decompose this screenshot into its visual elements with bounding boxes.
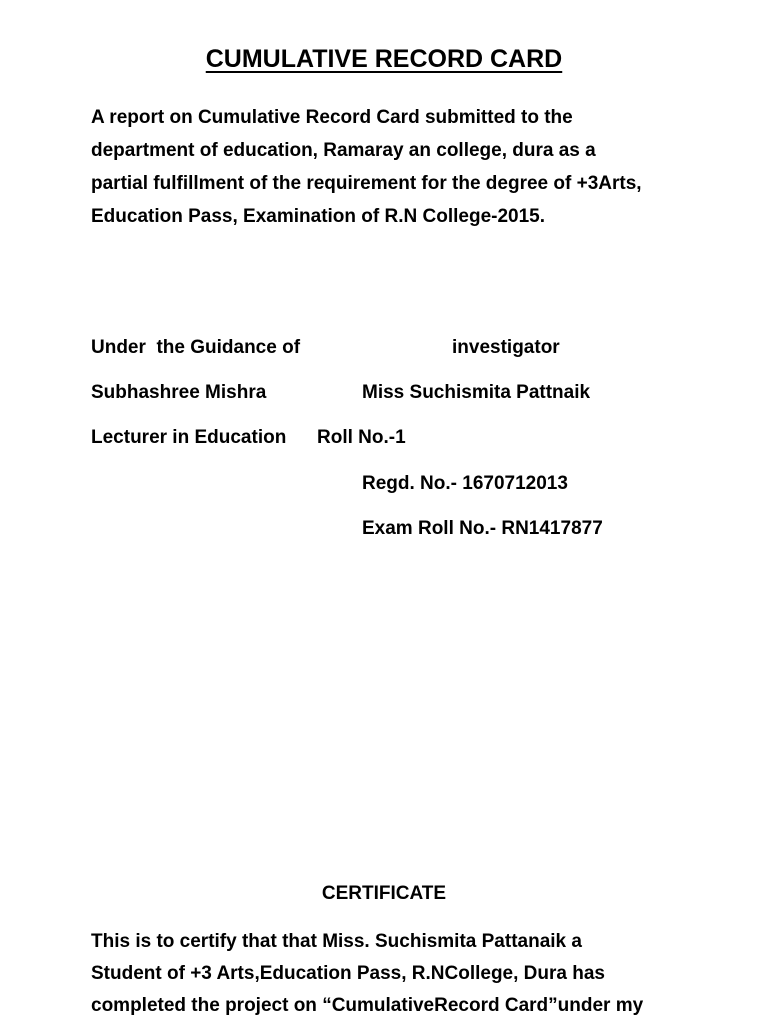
certificate-heading: CERTIFICATE: [321, 883, 447, 904]
investigator-name: Miss Suchismita Pattnaik: [362, 382, 591, 403]
certificate-line: Student of +3 Arts,Education Pass, R.NCollege, Dura has: [91, 963, 605, 984]
intro-line: partial fulfillment of the requirement for the degree of +3Arts,: [91, 173, 642, 194]
intro-line: Education Pass, Examination of R.N College-2015.: [91, 206, 546, 227]
registration-number: Regd. No.- 1670712013: [362, 473, 568, 494]
intro-line: A report on Cumulative Record Card submitted to the: [91, 107, 573, 128]
guide-name: Subhashree Mishra: [91, 382, 267, 403]
investigator-label: investigator: [452, 337, 560, 358]
document-title: CUMULATIVE RECORD CARD: [205, 45, 563, 73]
certificate-line: completed the project on “CumulativeRecord Card”under my: [91, 995, 644, 1016]
certificate-paragraph: [91, 926, 691, 1022]
guidance-label: Under the Guidance of: [91, 337, 301, 358]
guide-designation: Lecturer in Education: [91, 427, 287, 448]
roll-number: Roll No.-1: [317, 427, 406, 448]
certificate-line: This is to certify that that Miss. Suchismita Pattanaik a: [91, 931, 582, 952]
intro-paragraph: [91, 101, 691, 233]
exam-roll-number: Exam Roll No.- RN1417877: [362, 518, 603, 539]
intro-line: department of education, Ramaray an college, dura as a: [91, 140, 596, 161]
